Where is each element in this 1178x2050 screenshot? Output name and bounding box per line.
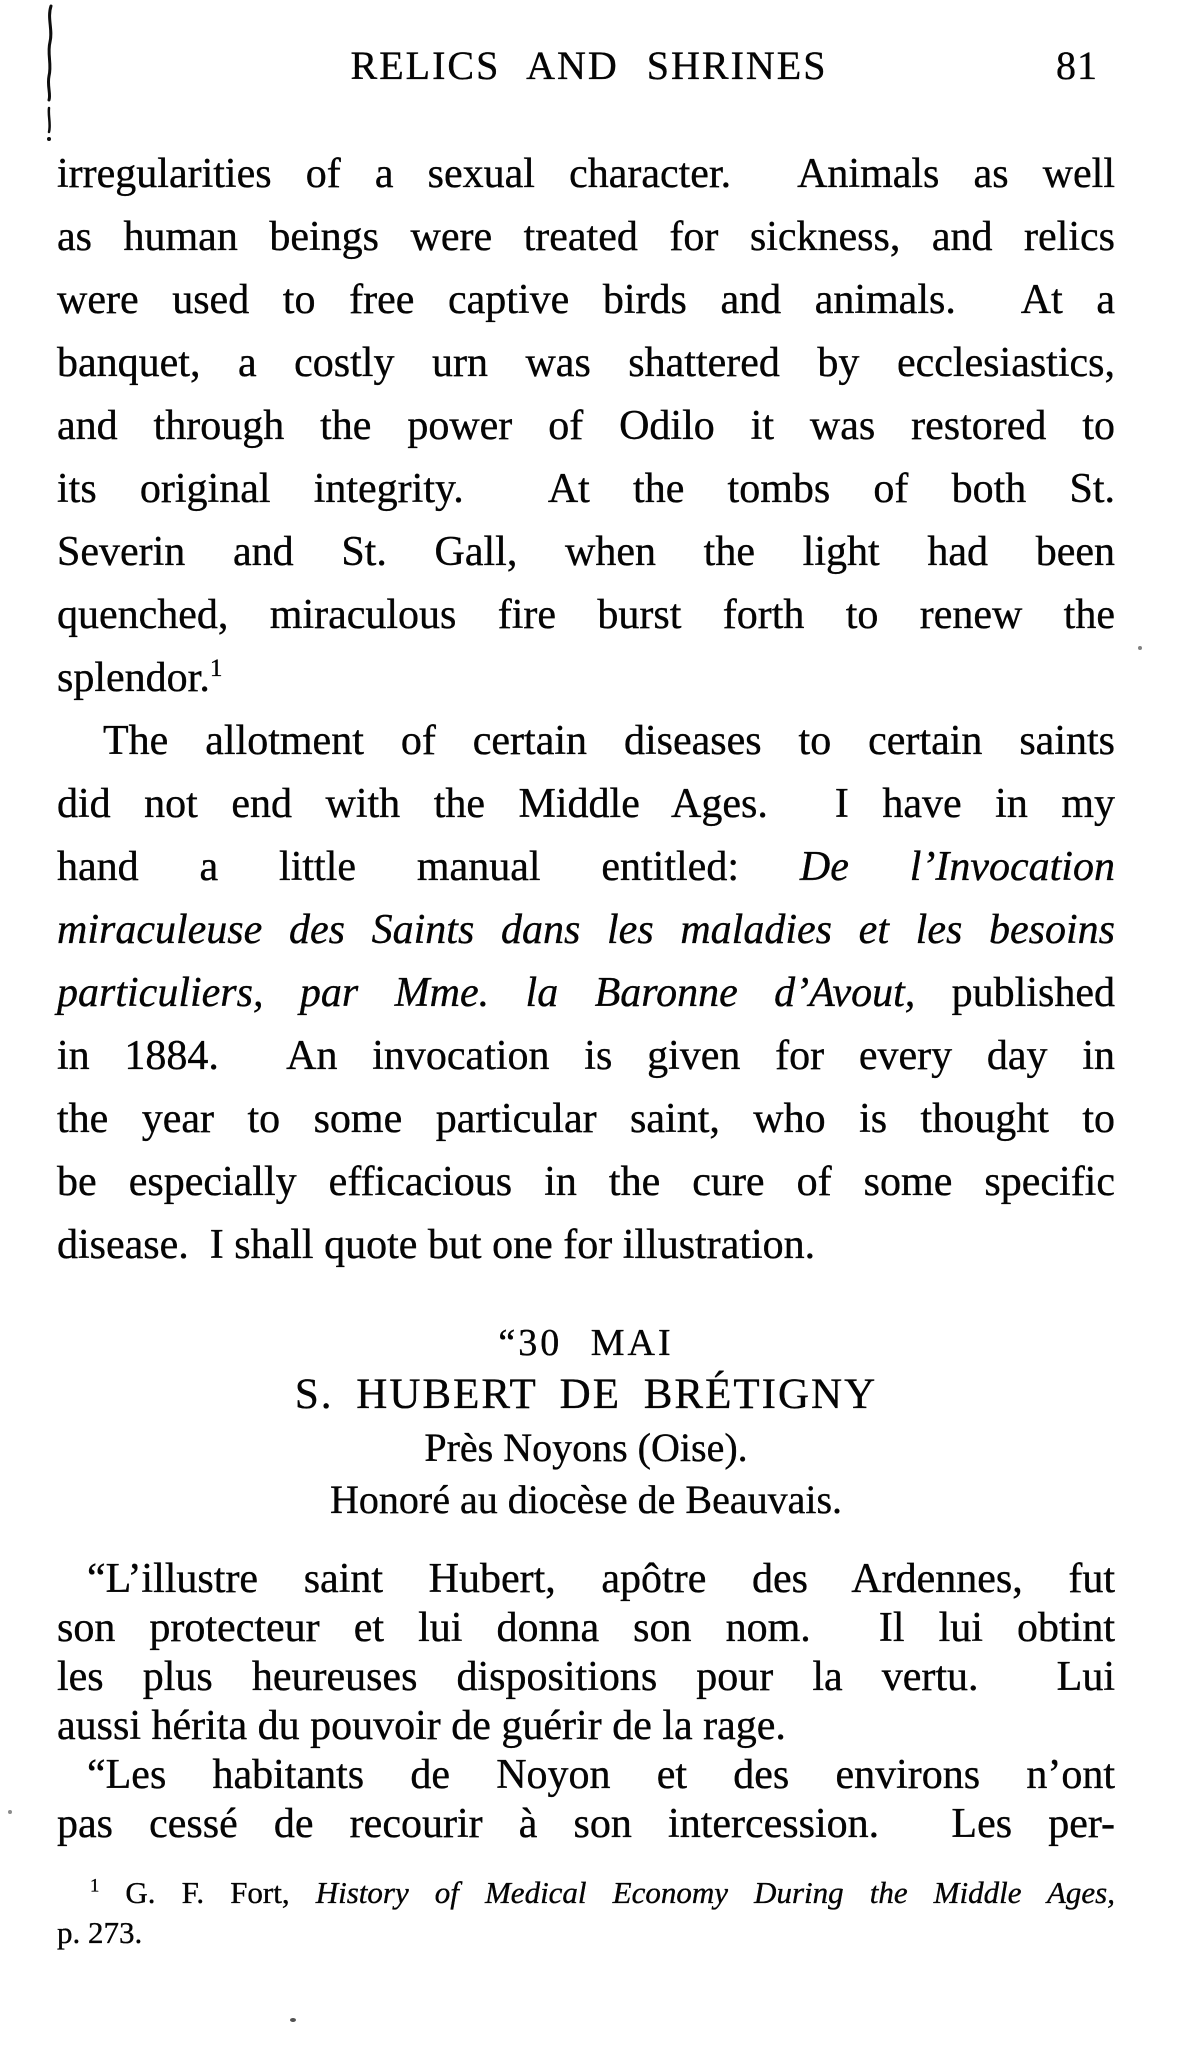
- text-segment: were used to free captive birds and animals. At a: [57, 277, 1115, 323]
- text-segment: “30 MAI: [498, 1322, 674, 1364]
- scan-speck: [290, 2018, 296, 2022]
- text-segment: published: [915, 970, 1116, 1016]
- text-line: [57, 899, 1115, 962]
- text-segment: “L’illustre saint Hubert, apôtre des Ardennes, fut: [87, 1556, 1115, 1602]
- text-segment: its original integrity. At the tombs of both St.: [57, 466, 1115, 512]
- text-line: [57, 1368, 1115, 1422]
- text-line: [57, 773, 1115, 836]
- text-line: [57, 1873, 1115, 1913]
- text-segment: in 1884. An invocation is given for every day in: [57, 1033, 1115, 1079]
- text-segment: particuliers, par Mme. la Baronne d’Avout,: [57, 970, 916, 1016]
- text-segment: De l’Invocation: [799, 844, 1115, 890]
- text-segment: be especially efficacious in the cure of some specific: [57, 1159, 1115, 1205]
- text-line: [57, 269, 1115, 332]
- text-segment: the year to some particular saint, who is thought to: [57, 1096, 1115, 1142]
- text-line: [57, 395, 1115, 458]
- text-line: [57, 1088, 1115, 1151]
- invocation-quote-paragraphs: [57, 1555, 1115, 1849]
- text-line: [57, 1422, 1115, 1474]
- text-line: [57, 836, 1115, 899]
- scan-speck: [8, 1810, 12, 1814]
- text-segment: G. F. Fort,: [99, 1875, 316, 1910]
- text-line: [57, 1474, 1115, 1526]
- text-segment: miraculeuse des Saints dans les maladies et les besoins: [57, 907, 1115, 953]
- footnote: [57, 1873, 1115, 1953]
- text-line: [57, 332, 1115, 395]
- text-line: [57, 710, 1115, 773]
- text-segment: quenched, miraculous fire burst forth to renew the: [57, 592, 1115, 638]
- text-segment: The allotment of certain diseases to certain saints: [103, 718, 1115, 764]
- text-line: [57, 1318, 1115, 1368]
- text-segment: History of Medical Economy During the Middle Ages,: [315, 1875, 1115, 1910]
- text-line: [57, 1751, 1115, 1800]
- text-line: [57, 143, 1115, 206]
- text-segment: disease. I shall quote but one for illustration.: [57, 1222, 816, 1268]
- text-segment: son protecteur et lui donna son nom. Il lui obtint: [57, 1605, 1115, 1651]
- text-segment: 1: [90, 1875, 100, 1897]
- text-segment: Severin and St. Gall, when the light had been: [57, 529, 1115, 575]
- text-segment: hand a little manual entitled:: [57, 844, 800, 890]
- text-line: [57, 206, 1115, 269]
- invocation-heading: [57, 1318, 1115, 1526]
- text-line: [57, 1025, 1115, 1088]
- text-segment: p. 273.: [57, 1915, 143, 1950]
- text-line: [57, 1604, 1115, 1653]
- body-paragraphs: [57, 143, 1115, 1277]
- text-line: [57, 647, 1115, 710]
- text-segment: and through the power of Odilo it was restored to: [57, 403, 1115, 449]
- text-line: [57, 1214, 1115, 1277]
- text-line: [57, 1653, 1115, 1702]
- text-line: [57, 458, 1115, 521]
- text-line: [57, 1800, 1115, 1849]
- text-segment: Près Noyons (Oise).: [424, 1425, 748, 1470]
- text-line: [57, 1151, 1115, 1214]
- text-segment: pas cessé de recourir à son intercession. Les per-: [57, 1801, 1115, 1847]
- text-segment: 1: [209, 655, 223, 682]
- text-line: [57, 1702, 1115, 1751]
- running-head-title: RELICS AND SHRINES: [350, 43, 828, 88]
- text-segment: banquet, a costly urn was shattered by ecclesiastics,: [57, 340, 1115, 386]
- text-line: [57, 521, 1115, 584]
- text-segment: as human beings were treated for sickness, and relics: [57, 214, 1115, 260]
- text-segment: les plus heureuses dispositions pour la vertu. Lui: [57, 1654, 1115, 1700]
- text-segment: Honoré au diocèse de Beauvais.: [329, 1477, 843, 1522]
- page-number: 81: [1056, 43, 1098, 88]
- text-segment: S. HUBERT DE BRÉTIGNY: [294, 1371, 878, 1418]
- text-line: [57, 962, 1115, 1025]
- text-line: [57, 1913, 1115, 1953]
- text-segment: did not end with the Middle Ages. I have in my: [57, 781, 1115, 827]
- text-line: [57, 584, 1115, 647]
- text-segment: splendor.: [57, 655, 210, 701]
- text-segment: “Les habitants de Noyon et des environs n’ont: [87, 1752, 1115, 1798]
- text-line: [57, 1555, 1115, 1604]
- scan-speck: [1138, 646, 1142, 650]
- text-segment: irregularities of a sexual character. Animals as well: [57, 151, 1115, 197]
- text-segment: aussi hérita du pouvoir de guérir de la rage.: [57, 1703, 786, 1749]
